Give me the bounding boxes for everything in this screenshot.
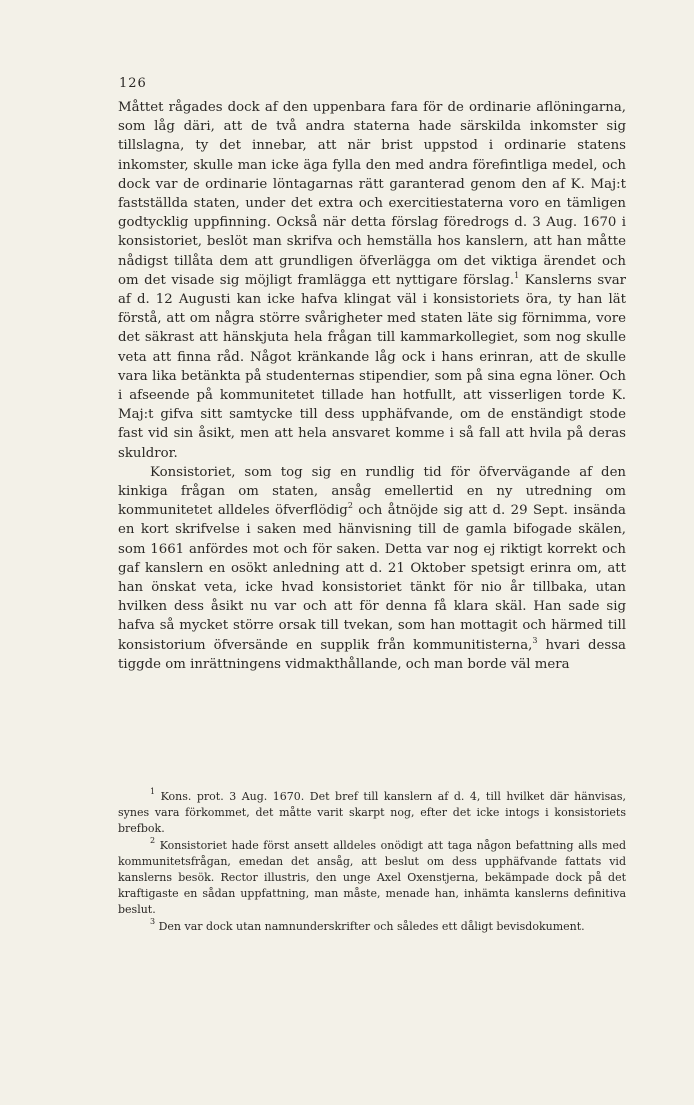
footnote [118, 916, 626, 935]
footnote [118, 789, 626, 838]
page-number: 126 [119, 76, 147, 91]
text-run: Konsistoriet, som tog sig en rundlig tid för öfvervägande af den kinkiga frågan om staten, ansåg emellertid en ny utredning om kommunitetet alldeles öfverflödig [118, 464, 626, 519]
paragraph [118, 98, 626, 463]
text-run: Kanslerns svar af d. 12 Augusti kan icke hafva klingat väl i konsistoriets öra, ty han lät förstå, att om några större svårigheter med staten läte sig förnimma, vore det säkrast att hänskjuta hela frågan till kammarkollegiet, som nog skulle veta att finna råd. Något kränkande låg ock i hans erinran, att de skulle vara lika betänkta på studenternas stipendier, som på sina egna löner. Och i afseende på kommunitetet tillade han hotfullt, att visserligen torde K. Maj:t gifva sitt samtycke till dess upphäfvande, om de enständigt stode fast vid sin åsikt, men att hela ansvaret komme i så fall att hvila på deras skuldror. [118, 272, 626, 461]
footnote-marker: 1 [150, 787, 156, 796]
text-run: Måttet rågades dock af den uppenbara fara för de ordinarie aflöningarna, som låg däri, att de två andra staterna hade särskilda inkomster sig tillslagna, ty det innebar, att när brist uppstod i ordinarie statens inkomster, skulle man icke äga fylla den med andra förefintliga medel, och dock var de ordinarie löntagarnas rätt garanterad genom den af K. Maj:t fastställda staten, under det extra och exercitiestaterna voro en tämligen godtycklig uppfinning. Också när detta förslag föredrogs d. 3 Aug. 1670 i konsistoriet, beslöt man skrifva och hemställa hos kanslern, att han måtte nådigst tillåta dem att grundligen öfverlägga om det viktiga ärendet och om det visade sig möjligt framlägga ett nyttigare förslag. [118, 100, 626, 288]
footnote [118, 835, 626, 919]
footnote-ref: 1 [514, 270, 520, 280]
footnote-ref: 2 [347, 501, 353, 511]
paragraph [118, 463, 626, 674]
text-run: och åtnöjde sig att d. 29 Sept. insända en kort skrifvelse i saken med hänvisning till de gamla bifogade skälen, som 1661 anfördes mot och för saken. Detta var nog ej riktigt korrekt och gaf kanslern en osökt anledning att d. 21 Oktober spetsigt erinra om, att han önskat veta, icke hvad konsistoriet tänkt för nio år tillbaka, utan hvilken dess åsikt nu var och att för denna få klara skäl. Han sade sig hafva så mycket större orsak till tvekan, som han mottagit och härmed till konsistorium öfversände en supplik från kommunitisterna, [118, 503, 626, 653]
footnotes [118, 789, 626, 935]
footnote-text: Konsistoriet hade först ansett alldeles onödigt att taga någon befattning alls med kommunitetsfrågan, emedan det ansåg, att beslut om dess upphäfvande fattats vid kanslerns besök. Rector illustris, den unge Axel Oxenstjerna, bekämpade dock på det kraftigaste en sådan uppfattning, man måste, menade han, inhämta kanslerns definitiva beslut. [118, 838, 626, 917]
text-run: hvari dessa tiggde om inrättningens vidmakthållande, och man borde väl mera [118, 637, 626, 672]
body-text [118, 98, 626, 674]
footnote-marker: 2 [150, 835, 156, 845]
footnote-marker: 3 [150, 916, 156, 926]
footnote-ref: 3 [532, 635, 538, 645]
footnote-text: Kons. prot. 3 Aug. 1670. Det bref till kanslern af d. 4, till hvilket där hänvisas, synes vara förkommet, det måtte varit skarpt nog, efter det icke intogs i konsistoriets brefbok. [118, 790, 626, 836]
footnote-text: Den var dock utan namnunderskrifter och således ett dåligt bevisdokument. [155, 919, 585, 933]
